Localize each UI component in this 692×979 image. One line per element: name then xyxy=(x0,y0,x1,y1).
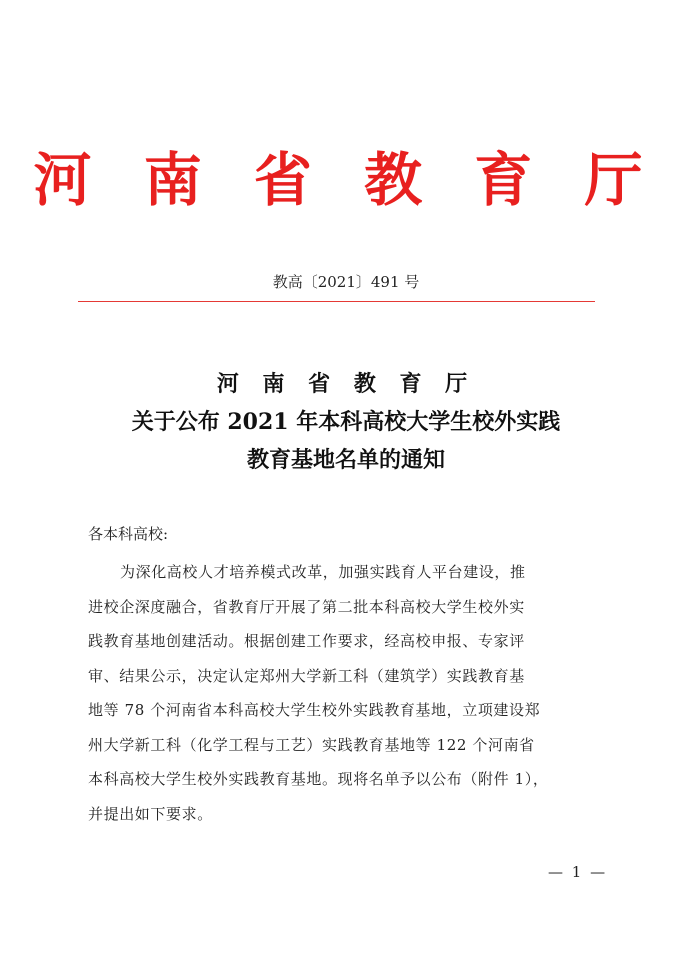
paragraph-line: 审、结果公示，决定认定郑州大学新工科（建筑学）实践教育基 xyxy=(88,666,525,685)
document-title xyxy=(0,365,692,479)
paragraph-line: 践教育基地创建活动。根据创建工作要求，经高校申报、专家评 xyxy=(88,632,525,650)
paragraph-line: 地等 78 个河南省本科高校大学生校外实践教育基地，立项建设郑 xyxy=(88,701,541,719)
title-line-3: 教育基地名单的通知 xyxy=(246,447,445,473)
page-number: — 1 — xyxy=(548,863,608,881)
paragraph-line: 并提出如下要求。 xyxy=(88,804,213,823)
paragraph-line: 本科高校大学生校外实践教育基地。现将名单予以公布（附件 1）， xyxy=(88,770,549,788)
title-line-2: 关于公布 2021 年本科高校大学生校外实践 xyxy=(131,409,561,435)
red-divider-line xyxy=(78,301,595,302)
paragraph-line: 进校企深度融合，省教育厅开展了第二批本科高校大学生校外实 xyxy=(88,597,525,616)
salutation: 各本科高校: xyxy=(88,525,169,543)
title-line-1: 河 南 省 教 育 厅 xyxy=(216,371,476,397)
paragraph-line: 州大学新工科（化学工程与工艺）实践教育基地等 122 个河南省 xyxy=(88,735,535,754)
body-paragraph xyxy=(88,555,608,831)
paragraph-line: 为深化高校人才培养模式改革，加强实践育人平台建设，推 xyxy=(120,563,526,581)
document-number: 教高〔2021〕491 号 xyxy=(272,273,420,291)
issuer-header: 河 南 省 教 育 厅 xyxy=(33,146,659,214)
